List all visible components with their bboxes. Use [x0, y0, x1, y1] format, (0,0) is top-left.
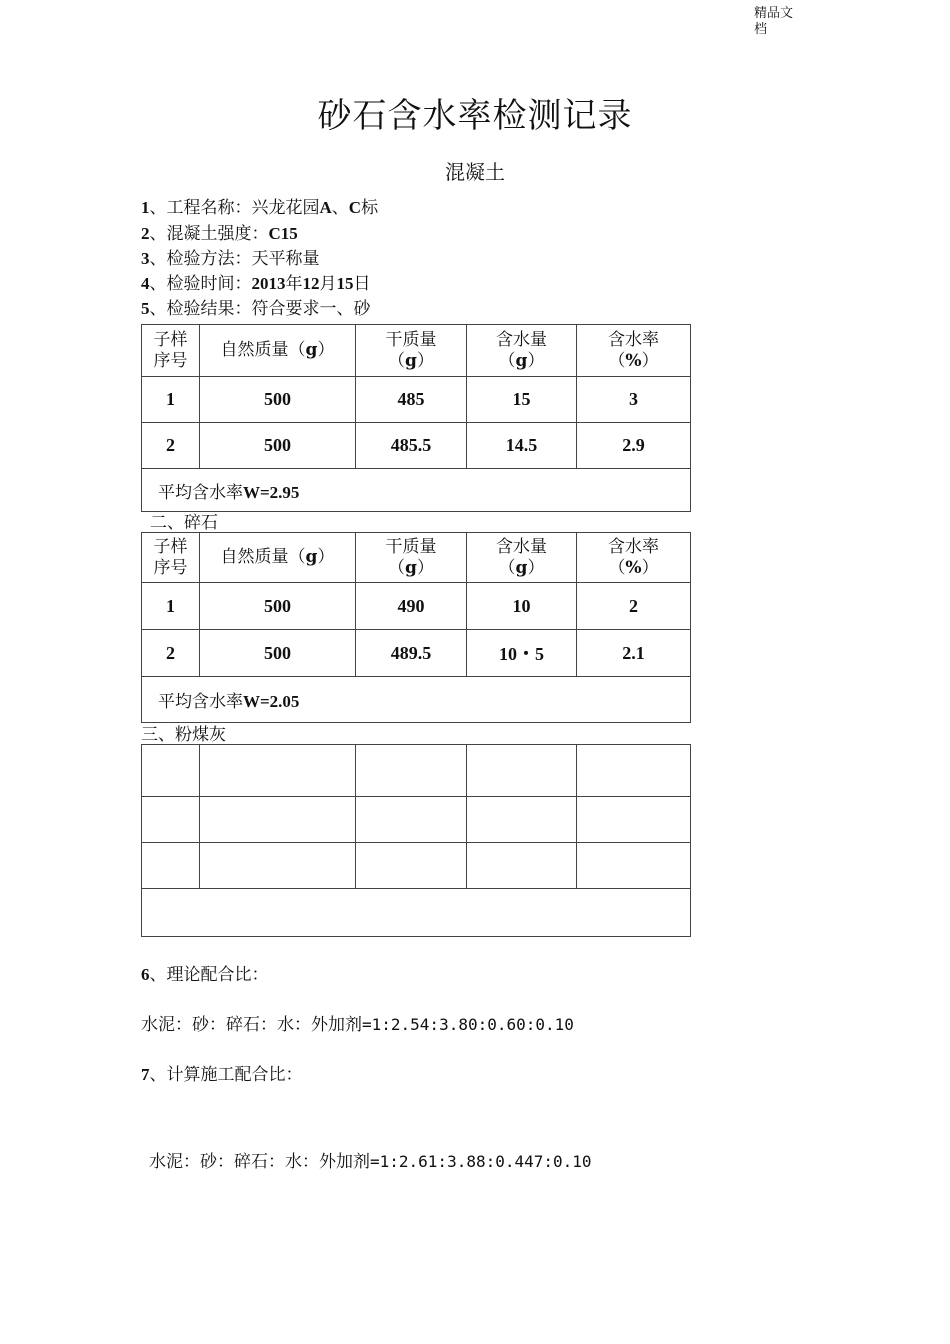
empty-cell [142, 797, 200, 843]
cell-water-mass: 10・5 [467, 630, 577, 677]
table-row [142, 630, 691, 677]
empty-cell [356, 797, 467, 843]
table-row [142, 843, 691, 889]
cell-natural-mass: 500 [200, 423, 356, 469]
header-natural-mass: 自然质量（g） [200, 325, 356, 377]
empty-cell [142, 843, 200, 889]
document-subtitle: 混凝土 [445, 160, 505, 184]
table-row [142, 745, 691, 797]
cell-water-rate: 3 [577, 377, 691, 423]
cell-dry-mass: 489.5 [356, 630, 467, 677]
empty-cell [200, 797, 356, 843]
empty-cell [356, 745, 467, 797]
gravel-table [141, 532, 691, 723]
cell-dry-mass: 490 [356, 583, 467, 630]
section-theory-ratio-label: 6、理论配合比： [141, 965, 269, 985]
header-water-rate: 含水率 （%） [577, 533, 691, 583]
empty-cell [200, 843, 356, 889]
average-row [142, 469, 691, 512]
empty-cell [577, 745, 691, 797]
info-strength: 2、混凝土强度：C15 [141, 224, 298, 244]
cell-dry-mass: 485.5 [356, 423, 467, 469]
info-result: 5、检验结果：符合要求一、砂 [141, 299, 371, 319]
empty-cell [356, 843, 467, 889]
header-sample-no: 子样 序号 [142, 533, 200, 583]
cell-water-mass: 14.5 [467, 423, 577, 469]
average-cell: 平均含水率W=2.05 [142, 677, 691, 723]
table-row [142, 377, 691, 423]
empty-cell [200, 745, 356, 797]
empty-cell [467, 843, 577, 889]
sand-table [141, 324, 691, 512]
section-construction-ratio-label: 7、计算施工配合比： [141, 1065, 303, 1085]
empty-cell [142, 889, 691, 937]
header-dry-mass: 干质量 （g） [356, 533, 467, 583]
cell-natural-mass: 500 [200, 630, 356, 677]
info-project: 1、工程名称：兴龙花园A、C标 [141, 198, 379, 218]
empty-cell [467, 745, 577, 797]
cell-water-rate: 2.9 [577, 423, 691, 469]
flyash-table [141, 744, 691, 937]
construction-ratio: 水泥：砂：碎石：水：外加剂=1:2.61:3.88:0.447:0.10 [149, 1152, 592, 1172]
header-water-mass: 含水量 （g） [467, 533, 577, 583]
table-row [142, 797, 691, 843]
cell-sample-no: 1 [142, 377, 200, 423]
empty-cell [467, 797, 577, 843]
header-water-rate: 含水率 （%） [577, 325, 691, 377]
average-row [142, 677, 691, 723]
theory-ratio: 水泥：砂：碎石：水：外加剂=1:2.54:3.80:0.60:0.10 [141, 1015, 574, 1035]
cell-natural-mass: 500 [200, 377, 356, 423]
corner-note: 精品文档 [754, 6, 794, 37]
cell-water-rate: 2 [577, 583, 691, 630]
cell-sample-no: 2 [142, 423, 200, 469]
cell-water-mass: 10 [467, 583, 577, 630]
document-title: 砂石含水率检测记录 [317, 96, 633, 136]
empty-cell [577, 797, 691, 843]
average-row [142, 889, 691, 937]
cell-water-mass: 15 [467, 377, 577, 423]
cell-natural-mass: 500 [200, 583, 356, 630]
empty-cell [577, 843, 691, 889]
table-header-row [142, 533, 691, 583]
header-sample-no: 子样 序号 [142, 325, 200, 377]
cell-dry-mass: 485 [356, 377, 467, 423]
info-method: 3、检验方法：天平称量 [141, 249, 320, 269]
table-row [142, 423, 691, 469]
header-dry-mass: 干质量 （g） [356, 325, 467, 377]
cell-sample-no: 2 [142, 630, 200, 677]
header-natural-mass: 自然质量（g） [200, 533, 356, 583]
table-header-row [142, 325, 691, 377]
empty-cell [142, 745, 200, 797]
cell-water-rate: 2.1 [577, 630, 691, 677]
table-row [142, 583, 691, 630]
section-gravel-label: 二、碎石 [150, 513, 218, 533]
info-date: 4、检验时间：2013年12月15日 [141, 274, 371, 294]
cell-sample-no: 1 [142, 583, 200, 630]
section-flyash-label: 三、粉煤灰 [141, 725, 226, 745]
average-cell: 平均含水率W=2.95 [142, 469, 691, 512]
header-water-mass: 含水量 （g） [467, 325, 577, 377]
